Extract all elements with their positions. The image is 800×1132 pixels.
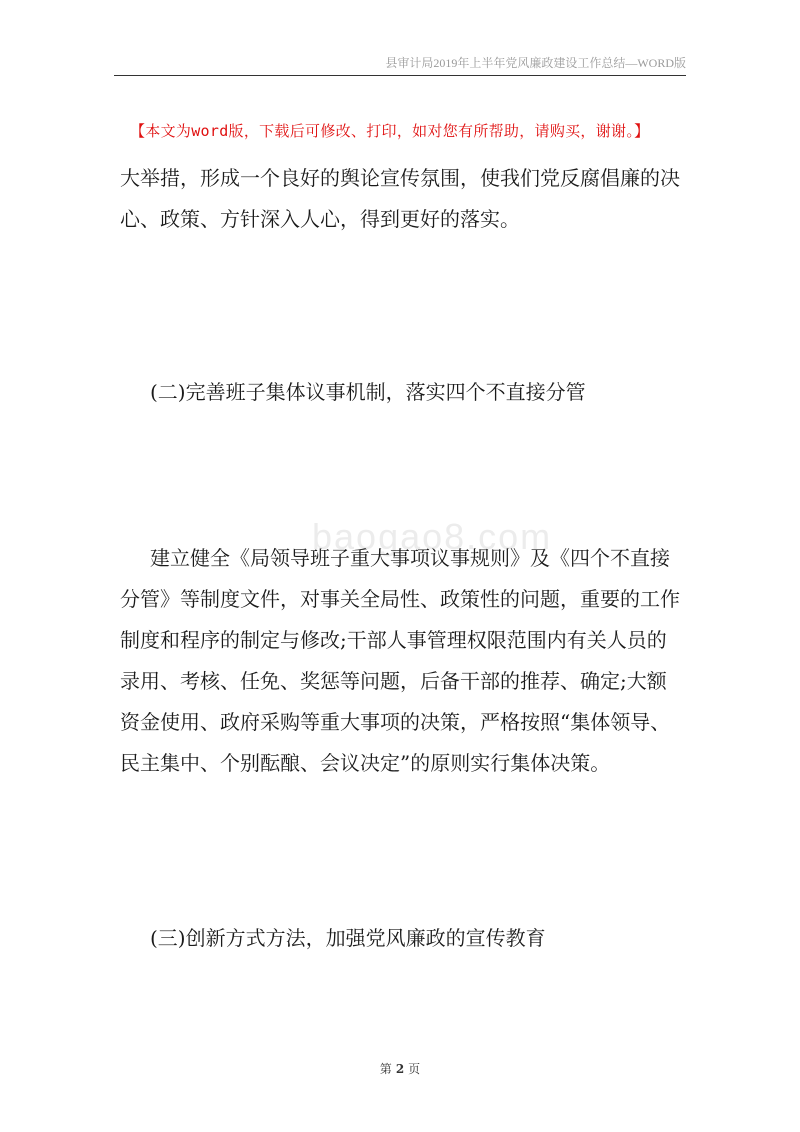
- page-number: 2: [395, 1062, 405, 1076]
- purchase-notice: 【本文为word版，下载后可修改、打印，如对您有所帮助，请购买，谢谢。】: [130, 122, 650, 140]
- page-suffix: 页: [408, 1062, 421, 1076]
- watermark: baogao8.com: [312, 516, 553, 557]
- page-footer: [0, 1060, 800, 1077]
- running-header: 县审计局2019年上半年党风廉政建设工作总结—WORD版: [385, 56, 686, 70]
- body-paragraph: 大举措，形成一个良好的舆论宣传氛围，使我们党反腐倡廉的决心、政策、方针深入人心，得到更好的落实。: [120, 166, 680, 231]
- header-divider: [114, 75, 686, 76]
- section-heading: (二)完善班子集体议事机制，落实四个不直接分管: [150, 380, 586, 404]
- body-paragraph: 建立健全《局领导班子重大事项议事规则》及《四个不直接分管》等制度文件，对事关全局性、政策性的问题，重要的工作制度和程序的制定与修改;干部人事管理权限范围内有关人员的录用、考核、任免、奖惩等问题，后备干部的推荐、确定;大额资金使用、政府采购等重大事项的决策，严格按照“集体领导、民主集中、个别酝酿、会议决定”的原则实行集体决策。: [120, 546, 680, 775]
- page-prefix: 第: [379, 1062, 392, 1076]
- section-heading: (三)创新方式方法，加强党风廉政的宣传教育: [150, 926, 546, 950]
